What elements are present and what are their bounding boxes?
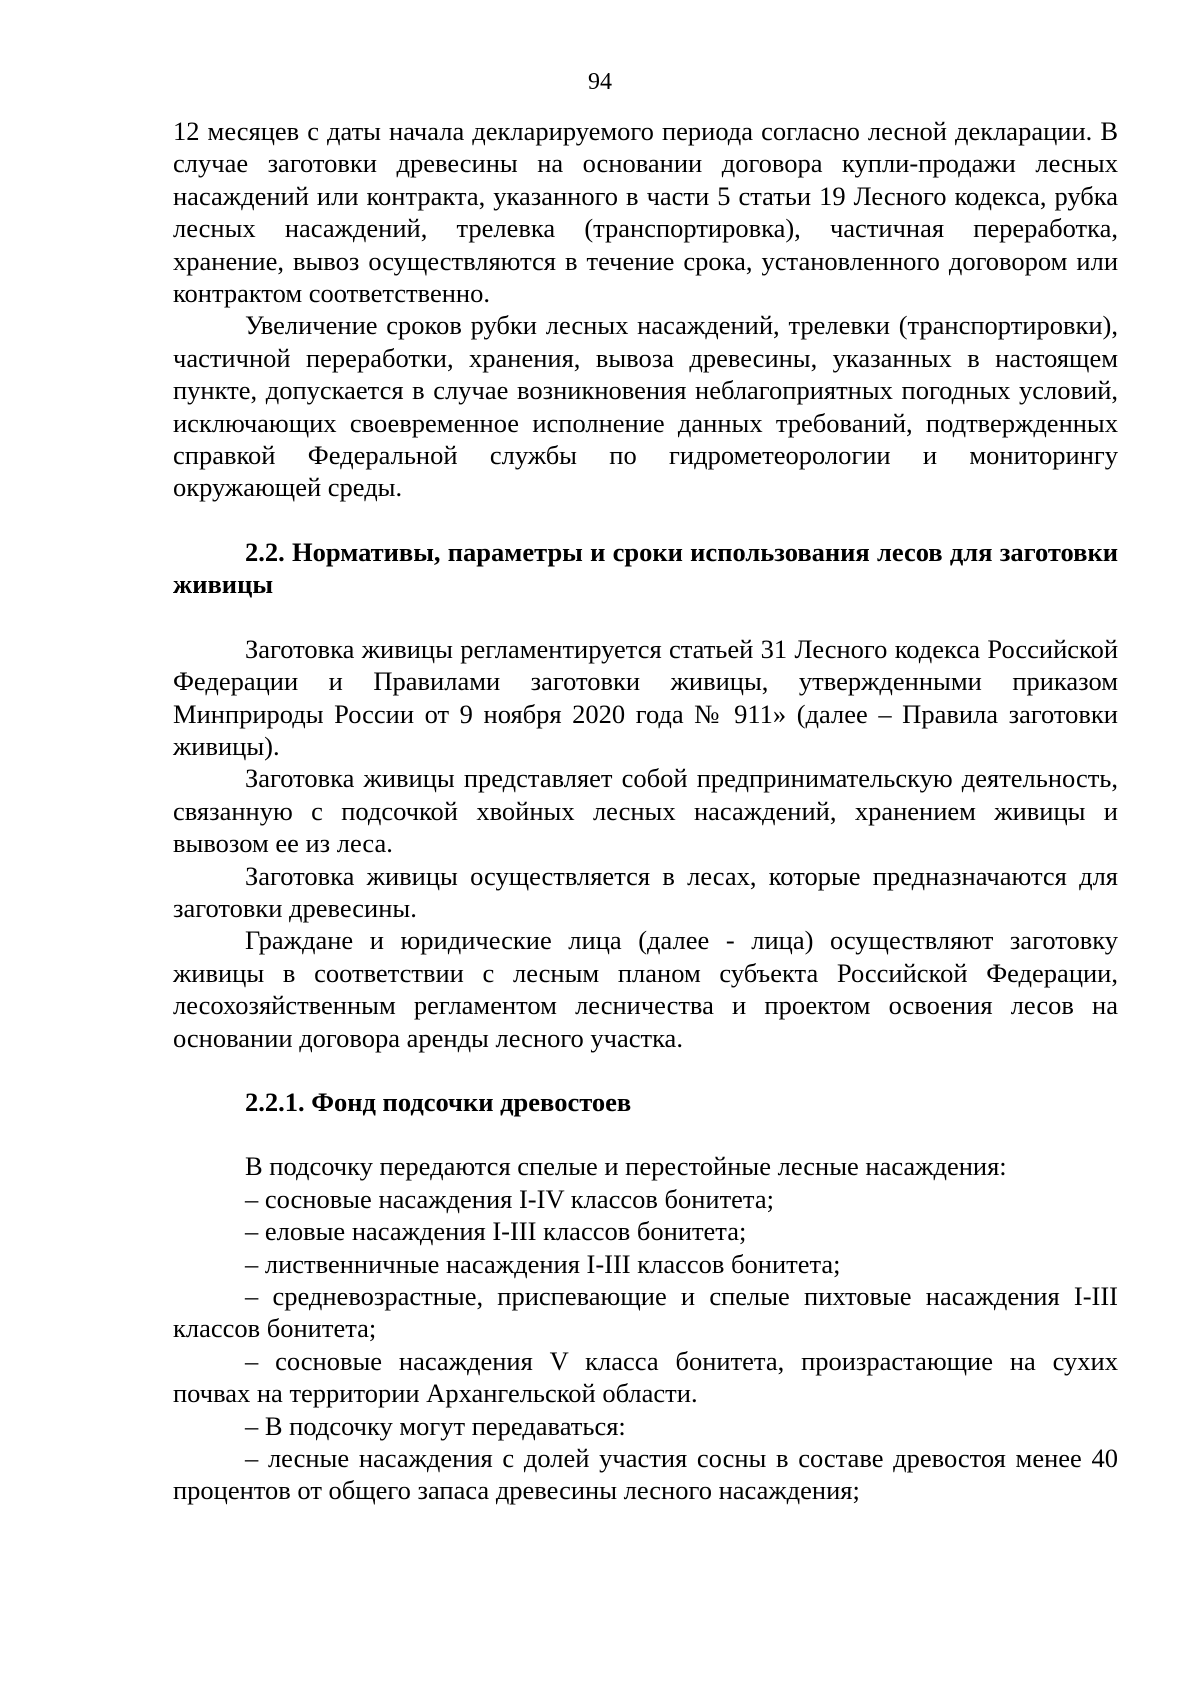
page-number: 94 [588, 69, 612, 95]
spacer [173, 601, 1118, 633]
spacer [173, 1054, 1118, 1086]
list-item: – лесные насаждения с долей участия сосны в составе древостоя менее 40 процентов от общего запаса древесины лесного насаждения; [173, 1443, 1118, 1506]
list-item: – средневозрастные, приспевающие и спелые пихтовые насаждения I-III классов бонитета; [173, 1281, 1118, 1344]
paragraph-continuation: 12 месяцев с даты начала декларируемого периода согласно лесной декларации. В случае заготовки древесины на основании договора купли-продажи лесных насаждений или контракта, указанного в части 5 статьи 19 Лесного кодекса, рубка лесных насаждений, трелевка (транспортировка), частичная переработка, хранение, вывоз осуществляются в течение срока, установленного договором или контрактом соответственно. [173, 116, 1118, 309]
list-item: – сосновые насаждения V класса бонитета, произрастающие на сухих почвах на территории Архангельской области. [173, 1345, 1118, 1409]
section-heading-2-2-1: 2.2.1. Фонд подсочки древостоев [245, 1086, 632, 1117]
paragraph-resin-forests: Заготовка живицы осуществляется в лесах, которые предназначаются для заготовки древесины. [173, 860, 1118, 923]
section-heading-2-2: 2.2. Нормативы, параметры и сроки использования лесов для заготовки живицы [173, 536, 1118, 600]
paragraph-resin-persons: Граждане и юридические лица (далее - лица) осуществляют заготовку живицы в соответствии с лесным планом субъекта Российской Федерации, лесохозяйственным регламентом лесничества и проектом освоения лесов на основании договора аренды лесного участка. [173, 925, 1118, 1053]
list-item: – сосновые насаждения I-IV классов бонитета; [245, 1183, 774, 1214]
document-body [173, 115, 1118, 1507]
paragraph-resin-regulation: Заготовка живицы регламентируется статьей 31 Лесного кодекса Российской Федерации и Правилами заготовки живицы, утвержденными приказом Минприроды России от 9 ноября 2020 года № 911» (далее – Правила заготовки живицы). [173, 633, 1118, 761]
list-item: – лиственничные насаждения I-III классов бонитета; [245, 1248, 841, 1279]
paragraph-deadline-extension: Увеличение сроков рубки лесных насаждений, трелевки (транспортировки), частичной переработки, хранения, вывоза древесины, указанных в настоящем пункте, допускается в случае возникновения неблагоприятных погодных условий, исключающих своевременное исполнение данных требований, подтвержденных справкой Федеральной службы по гидрометеорологии и мониторингу окружающей среды. [173, 310, 1118, 503]
list-item: – В подсочку могут передаваться: [245, 1410, 626, 1441]
spacer [173, 1118, 1118, 1150]
spacer [173, 504, 1118, 536]
list-item: – еловые насаждения I-III классов бонитета; [245, 1216, 747, 1247]
list-intro: В подсочку передаются спелые и перестойные лесные насаждения: [245, 1151, 1007, 1182]
paragraph-resin-activity: Заготовка живицы представляет собой предпринимательскую деятельность, связанную с подсочкой хвойных лесных насаждений, хранением живицы и вывозом ее из леса. [173, 763, 1118, 859]
